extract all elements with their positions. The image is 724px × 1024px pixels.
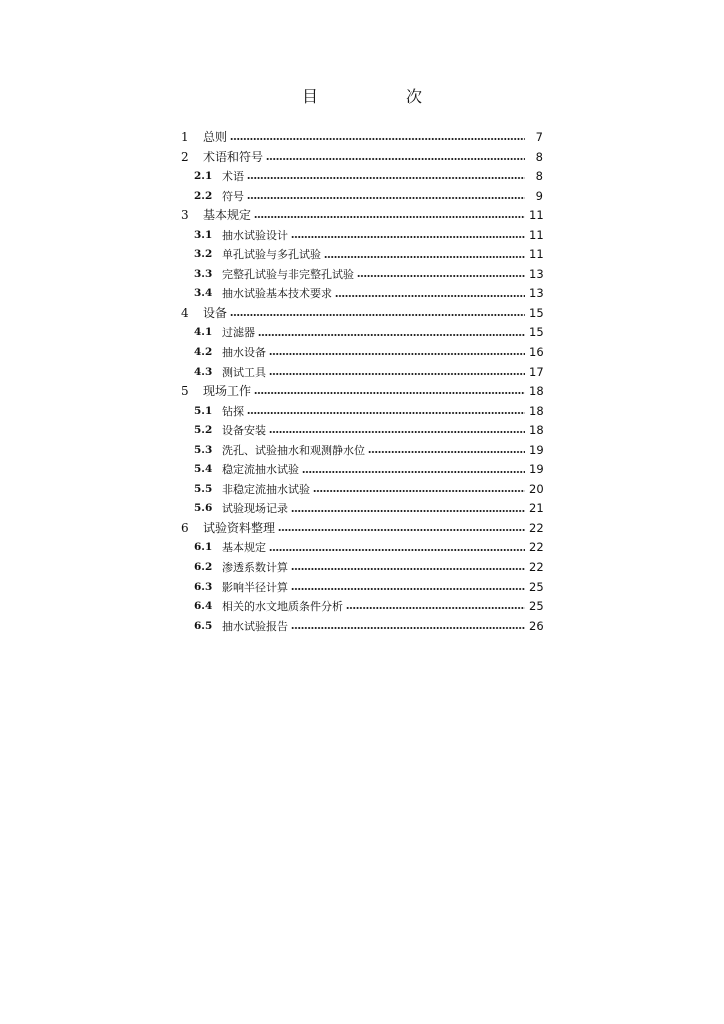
dot-leader bbox=[302, 471, 525, 473]
dot-leader bbox=[335, 295, 525, 297]
toc-entry-page: 15 bbox=[529, 325, 544, 340]
toc-entry-number: 6.1 bbox=[194, 541, 213, 554]
toc-entry-page: 18 bbox=[529, 384, 544, 399]
toc-entry-number: 4 bbox=[181, 305, 189, 320]
toc-entry-number: 3.4 bbox=[194, 287, 213, 300]
toc-entry-label: 试验资料整理 bbox=[203, 520, 276, 535]
toc-entry[interactable] bbox=[180, 343, 543, 363]
toc-entry-label: 试验现场记录 bbox=[222, 502, 288, 516]
toc-entry[interactable] bbox=[180, 323, 543, 343]
toc-entry[interactable] bbox=[180, 206, 543, 226]
toc-entry-label: 术语 bbox=[222, 170, 244, 184]
toc-entry-page: 7 bbox=[535, 130, 543, 144]
dot-leader bbox=[357, 275, 525, 277]
toc-entry[interactable] bbox=[180, 148, 543, 168]
toc-entry-page: 11 bbox=[529, 247, 544, 262]
toc-entry[interactable] bbox=[180, 382, 543, 402]
toc-entry-page: 16 bbox=[529, 345, 544, 360]
toc-entry-label: 单孔试验与多孔试验 bbox=[222, 248, 321, 262]
toc-entry-page: 9 bbox=[535, 188, 543, 203]
toc-entry-page: 20 bbox=[529, 481, 544, 496]
toc-entry-number: 3 bbox=[181, 208, 189, 223]
toc-entry-number: 3.2 bbox=[194, 248, 213, 261]
toc-entry-label: 影响半径计算 bbox=[222, 580, 288, 594]
toc-entry-label: 洗孔、试验抽水和观测静水位 bbox=[222, 443, 365, 457]
dot-leader bbox=[291, 588, 525, 590]
dot-leader bbox=[247, 412, 525, 414]
toc-entry-page: 13 bbox=[529, 266, 544, 281]
toc-entry-number: 6.3 bbox=[194, 580, 213, 593]
toc-entry-number: 4.3 bbox=[194, 365, 213, 378]
toc-entry-number: 5.2 bbox=[194, 424, 213, 437]
toc-entry-page: 25 bbox=[529, 579, 544, 594]
toc-entry-label: 基本规定 bbox=[203, 208, 252, 223]
toc-entry-label: 抽水试验设计 bbox=[222, 228, 288, 242]
toc-entry-label: 符号 bbox=[222, 189, 244, 203]
toc-entry-page: 22 bbox=[529, 540, 544, 555]
dot-leader bbox=[269, 353, 525, 355]
toc-entry[interactable] bbox=[180, 187, 543, 207]
dot-leader bbox=[230, 138, 525, 140]
table-of-contents bbox=[180, 128, 543, 636]
dot-leader bbox=[254, 216, 525, 218]
toc-entry[interactable] bbox=[180, 538, 543, 558]
toc-entry-label: 抽水试验基本技术要求 bbox=[222, 287, 332, 301]
dot-leader bbox=[313, 490, 525, 492]
toc-entry-page: 21 bbox=[529, 501, 544, 516]
dot-leader bbox=[247, 177, 525, 179]
toc-entry-number: 1 bbox=[181, 130, 189, 144]
toc-entry-label: 设备安装 bbox=[222, 424, 266, 438]
toc-entry[interactable] bbox=[180, 226, 543, 246]
toc-entry-page: 19 bbox=[529, 462, 544, 477]
dot-leader bbox=[247, 197, 525, 199]
toc-entry[interactable] bbox=[180, 441, 543, 461]
toc-entry-page: 11 bbox=[529, 227, 544, 242]
toc-entry-number: 5 bbox=[181, 384, 189, 399]
dot-leader bbox=[291, 510, 525, 512]
toc-entry-number: 5.6 bbox=[194, 502, 213, 515]
dot-leader bbox=[230, 314, 525, 316]
toc-entry-label: 稳定流抽水试验 bbox=[222, 463, 299, 477]
dot-leader bbox=[324, 256, 525, 258]
toc-entry-number: 2 bbox=[181, 149, 189, 164]
toc-entry-page: 25 bbox=[529, 599, 544, 614]
toc-entry-label: 非稳定流抽水试验 bbox=[222, 482, 310, 496]
toc-entry-page: 18 bbox=[529, 423, 544, 438]
toc-entry-page: 22 bbox=[529, 520, 544, 535]
toc-entry[interactable] bbox=[180, 265, 543, 285]
toc-entry[interactable] bbox=[180, 519, 543, 539]
toc-entry-number: 5.4 bbox=[194, 463, 213, 476]
toc-entry-label: 现场工作 bbox=[203, 384, 252, 399]
toc-entry-page: 17 bbox=[529, 364, 544, 379]
toc-entry-label: 基本规定 bbox=[222, 541, 266, 555]
toc-entry-label: 渗透系数计算 bbox=[222, 561, 288, 575]
toc-entry-label: 过滤器 bbox=[222, 326, 255, 340]
toc-entry-number: 2.2 bbox=[194, 189, 213, 202]
toc-entry-label: 术语和符号 bbox=[203, 149, 264, 164]
toc-entry-number: 2.1 bbox=[194, 170, 213, 183]
toc-entry[interactable] bbox=[180, 578, 543, 598]
toc-entry[interactable] bbox=[180, 167, 543, 187]
toc-entry-label: 抽水试验报告 bbox=[222, 619, 288, 633]
toc-entry-number: 3.1 bbox=[194, 228, 213, 241]
toc-entry-number: 5.1 bbox=[194, 404, 213, 417]
dot-leader bbox=[269, 373, 525, 375]
dot-leader bbox=[254, 392, 525, 394]
dot-leader bbox=[291, 568, 525, 570]
toc-entry-number: 6.4 bbox=[194, 600, 213, 613]
toc-entry-number: 4.2 bbox=[194, 346, 213, 359]
dot-leader bbox=[269, 431, 525, 433]
toc-entry-page: 22 bbox=[529, 560, 544, 575]
toc-entry-number: 3.3 bbox=[194, 267, 213, 280]
dot-leader bbox=[258, 334, 525, 336]
toc-entry[interactable] bbox=[180, 558, 543, 578]
toc-entry[interactable] bbox=[180, 460, 543, 480]
toc-entry-label: 完整孔试验与非完整孔试验 bbox=[222, 267, 354, 281]
toc-entry[interactable] bbox=[180, 245, 543, 265]
dot-leader bbox=[291, 627, 525, 629]
toc-entry-number: 6.5 bbox=[194, 619, 213, 632]
toc-entry-page: 15 bbox=[529, 305, 544, 320]
toc-entry[interactable] bbox=[180, 402, 543, 422]
dot-leader bbox=[346, 607, 525, 609]
toc-entry-page: 26 bbox=[529, 618, 544, 633]
toc-entry[interactable] bbox=[180, 597, 543, 617]
toc-entry-number: 6 bbox=[181, 520, 189, 535]
toc-entry[interactable] bbox=[180, 617, 543, 637]
toc-entry-label: 设备 bbox=[203, 305, 228, 320]
toc-entry[interactable] bbox=[180, 480, 543, 500]
dot-leader bbox=[291, 236, 525, 238]
toc-entry[interactable] bbox=[180, 304, 543, 324]
toc-entry-number: 4.1 bbox=[194, 326, 213, 339]
dot-leader bbox=[368, 451, 525, 453]
toc-entry-number: 5.3 bbox=[194, 443, 213, 456]
toc-entry[interactable] bbox=[180, 421, 543, 441]
toc-entry-page: 13 bbox=[529, 286, 544, 301]
toc-entry[interactable] bbox=[180, 499, 543, 519]
toc-entry-label: 测试工具 bbox=[222, 365, 266, 379]
toc-entry[interactable] bbox=[180, 284, 543, 304]
toc-entry-number: 6.2 bbox=[194, 561, 213, 574]
toc-entry-label: 钻探 bbox=[222, 404, 244, 418]
toc-entry-page: 8 bbox=[535, 169, 543, 184]
toc-entry-page: 18 bbox=[529, 403, 544, 418]
toc-entry-page: 19 bbox=[529, 442, 544, 457]
dot-leader bbox=[278, 529, 525, 531]
toc-entry[interactable] bbox=[180, 363, 543, 383]
toc-entry-page: 11 bbox=[529, 208, 544, 223]
toc-entry-label: 抽水设备 bbox=[222, 346, 266, 360]
dot-leader bbox=[266, 158, 525, 160]
dot-leader bbox=[269, 549, 525, 551]
toc-entry-number: 5.5 bbox=[194, 482, 213, 495]
page-title: 目 次 bbox=[301, 87, 458, 106]
toc-entry[interactable] bbox=[180, 128, 543, 148]
toc-entry-page: 8 bbox=[535, 149, 543, 164]
toc-entry-label: 总则 bbox=[203, 130, 228, 144]
toc-entry-label: 相关的水文地质条件分析 bbox=[222, 600, 343, 614]
